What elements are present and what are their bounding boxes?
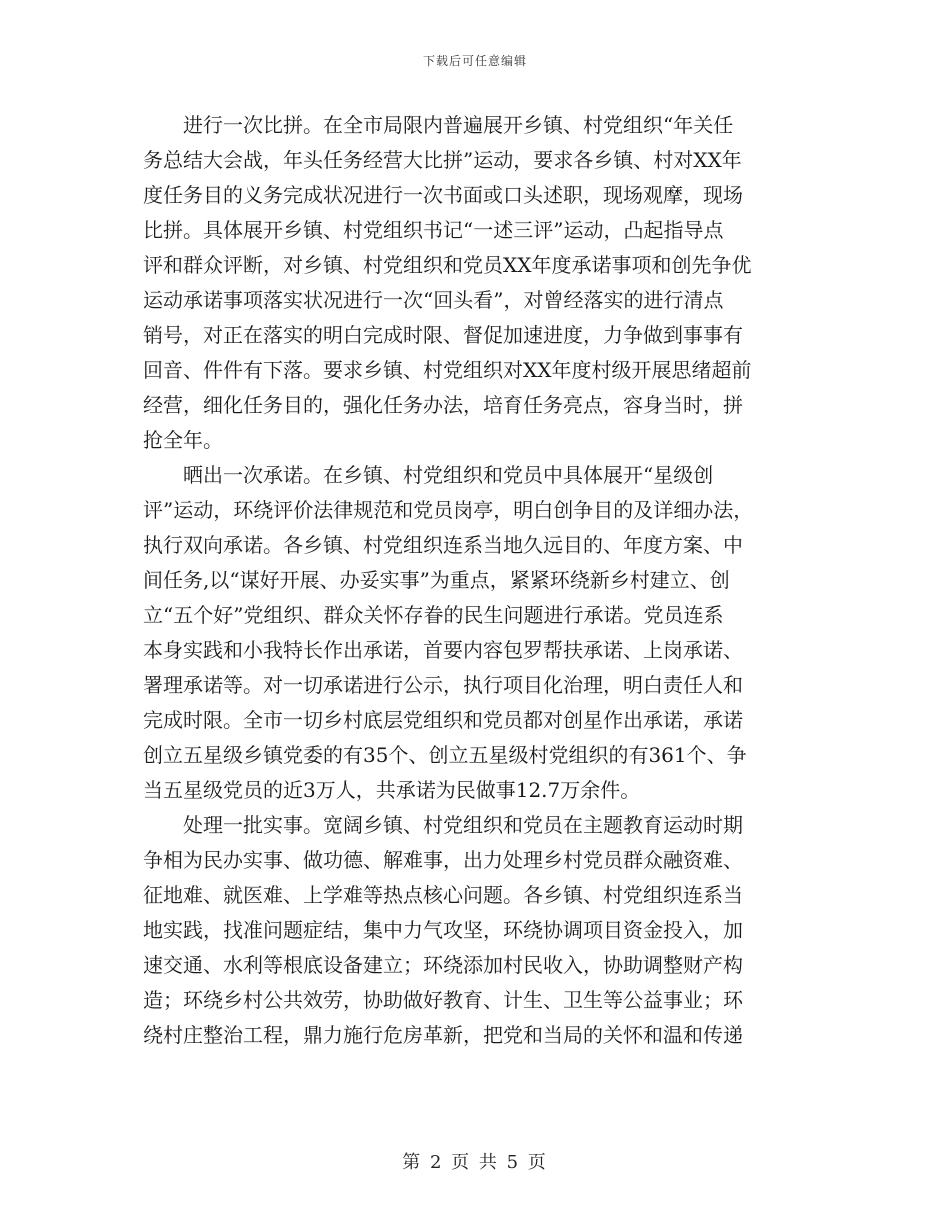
text-line: 间任务,以“谋好开展、办妥实事”为重点，紧紧环绕新乡村建立、创	[143, 568, 730, 592]
text-line: 评和群众评断，对乡镇、村党组织和党员XX年度承诺事项和创先争优	[143, 253, 752, 277]
document-body	[143, 108, 798, 1053]
text-line: 地实践，找准问题症结，集中力气攻坚，环绕协调项目资金投入，加	[143, 918, 743, 942]
text-line: 回音、件件有下落。要求乡镇、村党组织对XX年度村级开展思绪超前	[143, 358, 752, 382]
text-line: 绕村庄整治工程，鼎力施行危房革新，把党和当局的关怀和温和传递	[143, 1023, 743, 1047]
text-line: 署理承诺等。对一切承诺进行公示，执行项目化治理，明白责任人和	[143, 673, 743, 697]
text-line: 抢全年。	[143, 428, 223, 452]
text-line: 本身实践和小我特长作出承诺，首要内容包罗帮扶承诺、上岗承诺、	[143, 638, 743, 662]
text-line: 立“五个好”党组织、群众关怀存眷的民生问题进行承诺。党员连系	[143, 603, 724, 627]
text-line: 比拼。具体展开乡镇、村党组织书记“一述三评”运动，凸起指导点	[143, 218, 724, 242]
text-line: 当五星级党员的近3万人，共承诺为民做事12.7万余件。	[143, 778, 641, 802]
text-line: 征地难、就医难、上学难等热点核心问题。各乡镇、村党组织连系当	[143, 883, 743, 907]
text-line: 经营，细化任务目的，强化任务办法，培育任务亮点，容身当时，拼	[143, 393, 743, 417]
text-line: 评”运动，环绕评价法律规范和党员岗亭，明白创争目的及详细办法，	[143, 498, 754, 522]
text-line: 处理一批实事。宽阔乡镇、村党组织和党员在主题教育运动时期	[143, 813, 743, 837]
text-line: 造；环绕乡村公共效劳，协助做好教育、计生、卫生等公益事业；环	[143, 988, 743, 1012]
text-line: 创立五星级乡镇党委的有35个、创立五星级村党组织的有361个、争	[143, 743, 747, 767]
text-line: 销号，对正在落实的明白完成时限、督促加速进度，力争做到事事有	[143, 323, 743, 347]
text-line: 度任务目的义务完成状况进行一次书面或口头述职，现场观摩，现场	[143, 183, 743, 207]
text-line: 晒出一次承诺。在乡镇、村党组织和党员中具体展开“星级创	[143, 463, 714, 487]
text-line: 完成时限。全市一切乡村底层党组织和党员都对创星作出承诺，承诺	[143, 708, 743, 732]
page-header: 下载后可任意编辑	[422, 54, 527, 68]
text-line: 执行双向承诺。各乡镇、村党组织连系当地久远目的、年度方案、中	[143, 533, 743, 557]
text-line: 运动承诺事项落实状况进行一次“回头看”，对曾经落实的进行清点	[143, 288, 724, 312]
text-line: 速交通、水利等根底设备建立；环绕添加村民收入，协助调整财产构	[143, 953, 743, 977]
text-line: 进行一次比拼。在全市局限内普遍展开乡镇、村党组织“年关任	[143, 113, 734, 137]
text-line: 争相为民办实事、做功德、解难事，出力处理乡村党员群众融资难、	[143, 848, 743, 872]
text-line: 务总结大会战，年头任务经营大比拼”运动，要求各乡镇、村对XX年	[143, 148, 742, 172]
page-number-footer: 第 2 页 共 5 页	[402, 1152, 548, 1173]
